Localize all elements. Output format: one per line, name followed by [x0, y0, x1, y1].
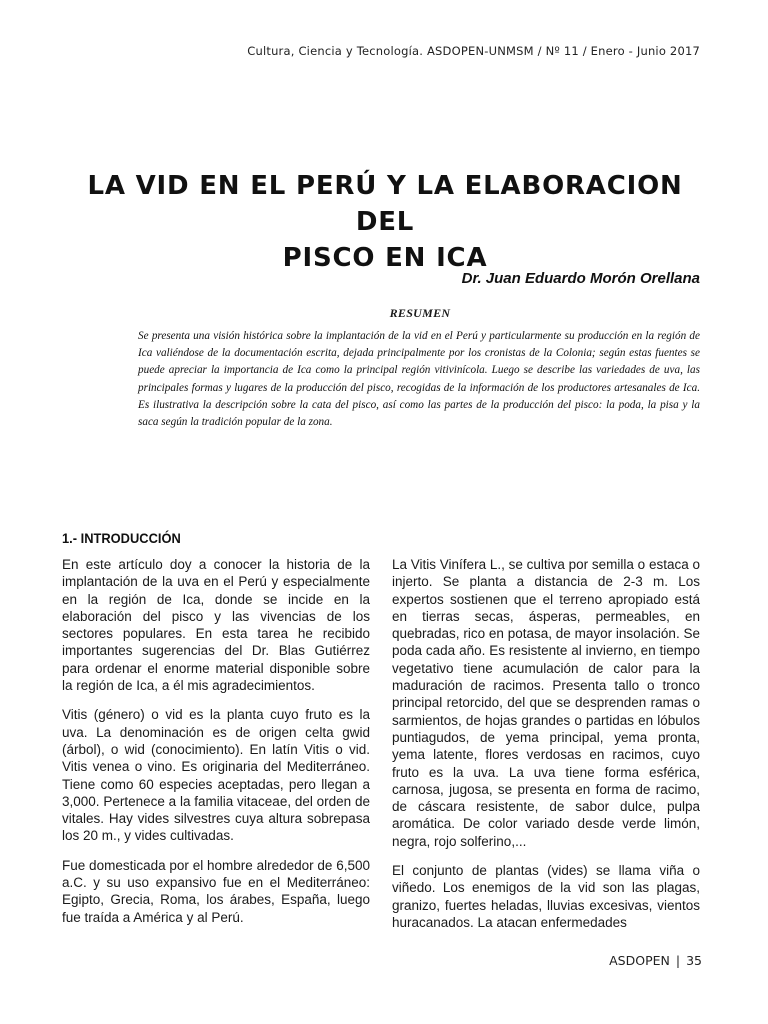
- paragraph: Fue domesticada por el hombre alrededor de 6,500 a.C. y su uso expansivo fue en el Mediterráneo: Egipto, Grecia, Roma, los árabes, España, luego fue traída a América y al Perú.: [62, 857, 370, 925]
- article-title: [60, 168, 710, 276]
- page-number: 35: [686, 953, 702, 968]
- article-author: Dr. Juan Eduardo Morón Orellana: [461, 270, 700, 287]
- page-footer: [609, 953, 702, 968]
- paragraph: En este artículo doy a conocer la historia de la implantación de la uva en el Perú y especialmente en la región de Ica, donde se incide en la elaboración del pisco y las vivencias de los sectores populares. En esta tarea he recibido importantes sugerencias del Dr. Blas Gutiérrez para ordenar el enorme material disponible sobre la región de Ica, a él mis agradecimientos.: [62, 557, 370, 694]
- paragraph: La Vitis Vinífera L., se cultiva por semilla o estaca o injerto. Se planta a distancia de 2-3 m. Los expertos sostienen que el terreno apropiado está en tierras secas, ásperas, permeables, en quebradas, rico en potasa, de mayor insolación. Se poda cada año. Es resistente al invierno, en tiempo vegetativo tiene acumulación de calor para la maduración de racimos. Presenta tallo o tronco principal retorcido, del que se desprenden ramas o sarmientos, de hojas grandes o partidas en lóbulos puntiagudos, de yema principal, yema pronta, yema latente, flores verdosas en racimos, cuyo fruto es la uva. La uva tiene forma esférica, carnosa, jugosa, se presenta en forma de racimo, de cáscara resistente, de sabor dulce, pulpa aromática. De color variado desde verde limón, negra, rojo solferino,...: [392, 557, 700, 849]
- article-title-line-1: LA VID EN EL PERÚ Y LA ELABORACION DEL: [87, 171, 683, 237]
- paragraph: Vitis (género) o vid es la planta cuyo fruto es la uva. La denominación es de origen celta gwid (árbol), o wid (conocimiento). En latín Vitis o vid. Vitis venea o vino. Es originaria del Mediterráneo. Tiene como 60 especies aceptadas, pero llegan a 3,000. Pertenece a la familia vitaceae, del orden de vitales. Hay vides silvestres cuya altura sobrepasa los 20 m., y vides cultivadas.: [62, 707, 370, 844]
- running-header: Cultura, Ciencia y Tecnología. ASDOPEN-UNMSM / Nº 11 / Enero - Junio 2017: [247, 44, 700, 58]
- article-title-line-2: PISCO EN ICA: [282, 243, 488, 273]
- left-column: [62, 556, 370, 938]
- section-heading-introduccion: 1.- INTRODUCCIÓN: [62, 530, 181, 546]
- paragraph: El conjunto de plantas (vides) se llama viña o viñedo. Los enemigos de la vid son las plagas, granizo, fuertes heladas, lluvias excesivas, vientos huracanados. La atacan enfermedades: [392, 863, 700, 930]
- abstract-text: Se presenta una visión histórica sobre la implantación de la vid en el Perú y particularmente su producción en la región de Ica valiéndose de la documentación escrita, dejada principalmente por los cronistas de la Colonia; según estas fuentes se puede apreciar la importancia de Ica como la principal región vitivinícola. Luego se describe las variedades de uva, las principales formas y lugares de la producción del pisco, recogidas de la información de los productores artesanales de Ica. Es ilustrativa la descripción sobre la cata del pisco, así como las partes de la producción del pisco: la poda, la pisa y la saca según la tradición popular de la zona.: [138, 330, 700, 429]
- footer-publisher: ASDOPEN: [609, 953, 670, 968]
- right-column: [392, 556, 700, 943]
- abstract-heading: RESUMEN: [389, 306, 451, 320]
- footer-separator: |: [675, 953, 681, 968]
